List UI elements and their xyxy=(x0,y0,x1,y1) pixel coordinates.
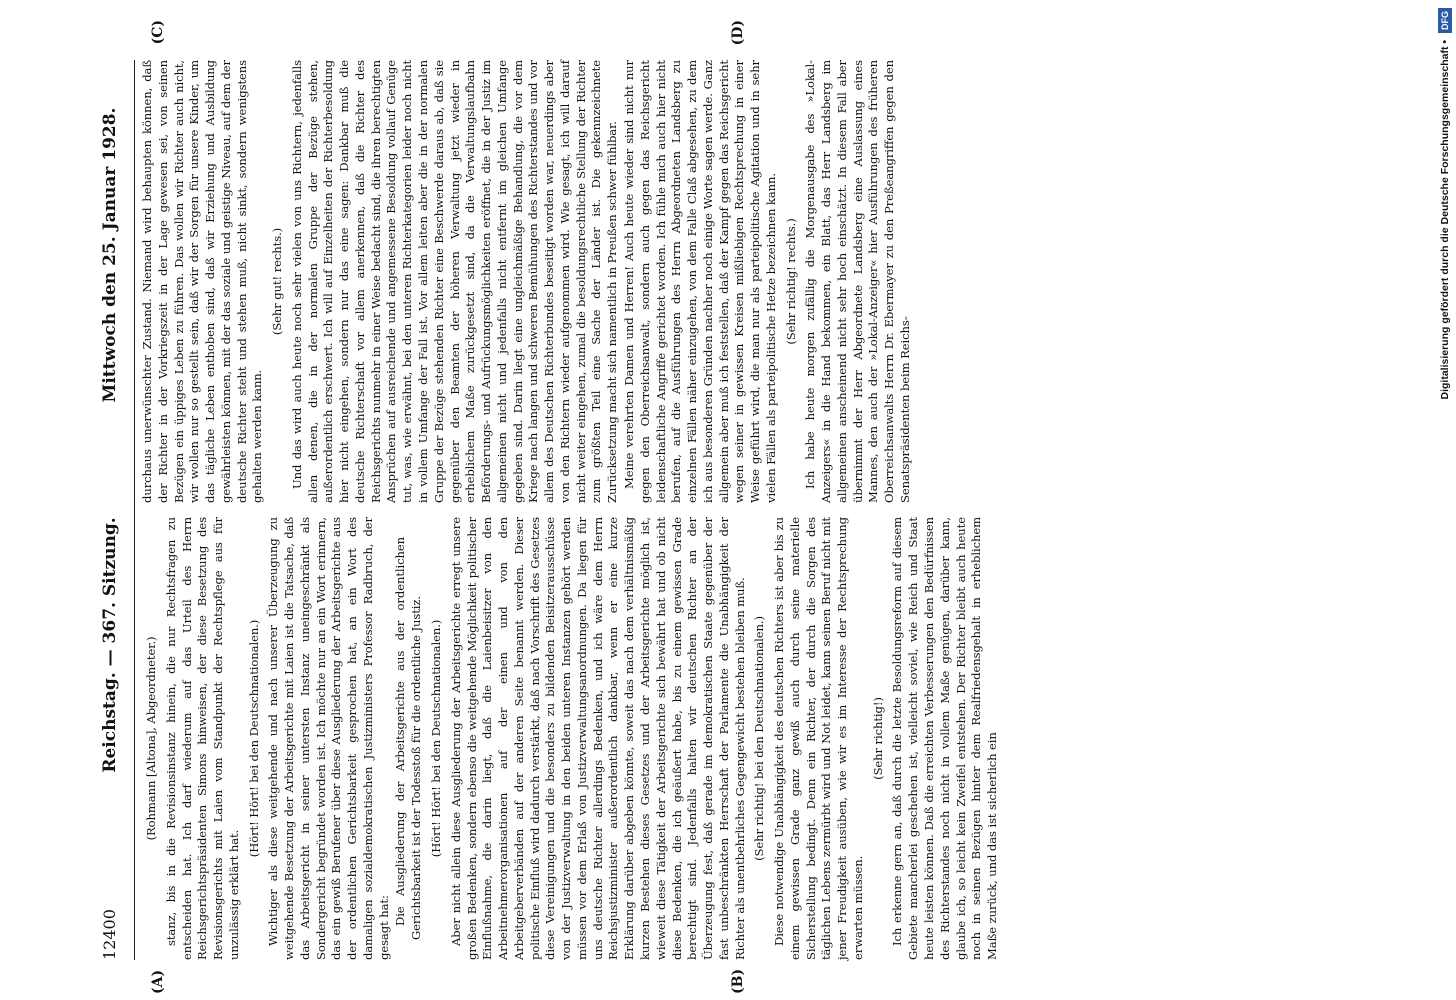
paragraph: Ich habe heute morgen zufällig die Morgenausgabe des »Lokal-Anzeigers« in die Hand bekommen, ein Blatt, das Herr Landsberg im allgemeinen anscheinend nicht sehr hoch einschätzt. In diesem Fall aber übernimmt der Herr Abgeordnete Landsberg eine Auslassung eines Mannes, den auch der »Lokal-Anzeiger« hier Ausführungen des früheren Oberreichsanwalts Herrn Dr. Ebermayer zu den Preßeangriffen gegen den Senatspräsidenten beim Reichs- xyxy=(803,60,912,503)
right-column xyxy=(140,60,1310,503)
interjection: (Sehr gut! rechts.) xyxy=(270,227,285,336)
session-title: Reichstag. — 367. Sitzung. xyxy=(100,517,120,773)
left-column xyxy=(140,517,1310,960)
interjection: (Sehr richtig! rechts.) xyxy=(783,218,798,345)
interjection: (Sehr richtig! bei den Deutschnationalen.) xyxy=(752,616,767,861)
margin-mark-d: (D) xyxy=(730,20,746,46)
paragraph: Wichtiger als diese weitgehende und nach unserer Überzeugung zu weitgehende Besetzung der Arbeitsgerichte mit Laien ist die Tatsache, daß das Arbeitsgericht in seiner untersten Instanz uneingeschränkt als Sondergericht begründet worden ist. Ich möchte nur an ein Wort erinnern, das ein gewiß Berufener über diese Ausgliederung der Arbeitsgerichte aus der ordentlichen Gerichtsbarkeit gesprochen hat, an ein Wort des damaligen sozialdemokratischen Justizministers Professor Radbruch, der gesagt hat: xyxy=(266,517,391,960)
margin-mark-a: (A) xyxy=(150,969,166,994)
interjection: (Sehr richtig!) xyxy=(870,697,885,780)
interjection: (Hört! Hört! bei den Deutschnationalen.) xyxy=(246,619,261,858)
paragraph: Ich erkenne gern an, daß durch die letzte Besoldungsreform auf diesem Gebiete mancherlei geschehen ist, vielleicht soviel, wie Reich und Staat heute leisten können. Daß die erreichten Verbesserungen den Bedürfnissen des Richterstandes noch nicht in vollem Maße genügen, darüber kann, glaube ich, so leicht kein Zweifel entstehen. Der Richter bleibt auch heute noch in seinen Bezügen hinter dem Realfriedensgehalt in erheblichem Maße zurück, und das ist sicherlich ein xyxy=(890,517,1000,960)
paragraph: Die Ausgliederung der Arbeitsgerichte aus der ordentlichen Gerichtsbarkeit ist der Todesstoß für die ordentliche Justiz. xyxy=(393,537,424,940)
paragraph: Meine verehrten Damen und Herren! Auch heute wieder sind nicht nur gegen den Oberreichsanwalt, sondern auch gegen das Reichsgericht leidenschaftliche Angriffe gerichtet worden. Ich fühle mich auch hier nicht berufen, auf die Ausführungen des Herrn Abgeordneten Landsberg zu einzelnen Fällen näher einzugehen, von dem Falle Claß abgesehen, zu dem ich aus besonderen Gründen nachher noch einige Worte sagen werde. Ganz allgemein aber muß ich feststellen, daß der Kampf gegen das Reichsgericht wegen seiner in gewissen Kreisen mißliebigen Rechtsprechung in einer Weise geführt wird, die man nur als parteipolitische Agitation und in sehr vielen Fällen als parteipolitische Hetze bezeichnen kann. xyxy=(621,60,778,503)
margin-mark-c: (C) xyxy=(150,20,166,45)
text-columns xyxy=(140,60,1310,960)
digitization-credit xyxy=(1408,0,1451,1000)
interjection: (Hört! Hört! bei den Deutschnationalen.) xyxy=(429,619,444,858)
paragraph: Und das wird auch heute noch sehr vielen von uns Richtern, jedenfalls allen denen, die in der normalen Gruppe der Bezüge stehen, außerordentlich erschwert. Ich will auf Einzelheiten der Richterbesoldung hier nicht eingehen, sondern nur das eine sagen: Dankbar muß die deutsche Richterschaft vor allem anerkennen, daß die Richter des Reichsgerichts nunmehr in einer Weise bedacht sind, die ihren berechtigten Ansprüchen auf ausreichende und angemessene Besoldung vollauf Genüge tut, was, wie erwähnt, bei den unteren Richterkategorien leider noch nicht in vollem Umfange der Fall ist. Vor allem leiten aber die in der normalen Gruppe der Bezüge stehenden Richter eine Beschwerde daraus ab, daß sie gegenüber den Beamten der höheren Verwaltung jetzt wieder in erheblichem Maße zurückgesetzt sind, da die Verwaltungslaufbahn Beförderungs- und Aufrückungsmöglichkeiten eröffnet, die in der Justiz im allgemeinen nicht und jedenfalls nicht entfernt im gleichen Umfange gegeben sind. Darin liegt eine ungleichmäßige Behandlung, die vor dem Kriege nach langen und schweren Bemühungen des Richterstandes und vor allem des Deutschen Richterbundes beseitigt worden war, neuerdings aber von den Richtern wieder aufgenommen wird. Wie gesagt, ich will darauf nicht weiter eingehen, zumal die besoldungsrechtliche Stellung der Richter zum größten Teil eine Sache der Länder ist. Die gekennzeichnete Zurücksetzung macht sich namentlich in Preußen schwer fühlbar. xyxy=(289,60,620,503)
paragraph: stanz, bis in die Revisionsinstanz hinein, die nur Rechtsfragen zu entscheiden hat. Ich darf wiederum auf das Urteil des Herrn Reichsgerichtspräsidenten Simons hinweisen, der diese Besetzung des Revisionsgerichts mit Laien vom Standpunkt der Rechtspflege aus für unzulässig erklärt hat. xyxy=(163,517,241,960)
interjection: (Rohmann [Altona], Abgeordneter.) xyxy=(144,636,158,841)
paragraph: durchaus unerwünschter Zustand. Niemand wird behaupten können, daß der Richter in der Vorkriegszeit in der Lage gewesen sei, von seinen Bezügen ein üppiges Leben zu führen. Das wollen wir Richter auch nicht, wir wollen nur so gestellt sein, daß wir der Sorgen für unsere Kinder, um das tägliche Leben enthoben sind, daß wir Erziehung und Ausbildung gewährleisten können, mit der das soziale und geistige Niveau, auf dem der deutsche Richter steht und stehen muß, nicht sinkt, sondern wenigstens gehalten werden kann. xyxy=(140,60,265,503)
credit-text: Digitalisierung gefördert durch die Deutsche Forschungsgemeinschaft • xyxy=(1439,39,1451,400)
margin-mark-b: (B) xyxy=(730,968,746,994)
page-header xyxy=(100,60,135,960)
session-date: Mittwoch den 25. Januar 1928. xyxy=(100,107,120,403)
dfg-logo: DFG xyxy=(1438,8,1452,33)
paragraph: Aber nicht allein diese Ausgliederung der Arbeitsgerichte erregt unsere großen Bedenken, sondern ebenso die weitgehende Möglichkeit politischer Einflußnahme, die darin liegt, daß die Laienbeisitzer von den Arbeitnehmerorganisationen auf der einen und von den Arbeitgeberverbänden auf der anderen Seite benannt werden. Dieser politische Einfluß wird dadurch verstärkt, daß nach Vorschrift des Gesetzes diese Vereinigungen und die besonders zu bildenden Beisitzerausschüsse von der Justizverwaltung in den beiden unteren Instanzen gehört werden müssen vor dem Erlaß von Justizverwaltungsanordnungen. Da liegen für uns deutsche Richter allerdings Bedenken, und ich wäre dem Herrn Reichsjustizminister außerordentlich dankbar, wenn er eine kurze Erklärung darüber abgeben könnte, soweit das nach dem verhältnismäßig kurzen Bestehen dieses Gesetzes und der Arbeitsgerichte möglich ist, wieweit diese Tätigkeit der Arbeitsgerichte sich bewährt hat und ob nicht diese Bedenken, die ich geäußert habe, bis zu einem gewissen Grade berechtigt sind. Jedenfalls halten wir deutschen Richter an der Überzeugung fest, daß gerade im demokratischen Staate gegenüber der fast unbeschränkten Herrschaft der Parlamente die Unabhängigkeit der Richter als unentbehrliches Gegengewicht bestehen bleiben muß. xyxy=(448,517,747,960)
page-number: 12400 xyxy=(100,909,119,960)
paragraph: Diese notwendige Unabhängigkeit des deutschen Richters ist aber bis zu einem gewissen Grade ganz gewiß auch durch seine materielle Sicherstellung bedingt. Denn ein Richter, der durch die Sorgen des täglichen Lebens zermürbt wird und Not leidet, kann seinen Beruf nicht mit jener Freudigkeit ausüben, wie wir es im Interesse der Rechtsprechung erwarten müssen. xyxy=(772,517,865,960)
document-sheet xyxy=(100,0,1320,1000)
